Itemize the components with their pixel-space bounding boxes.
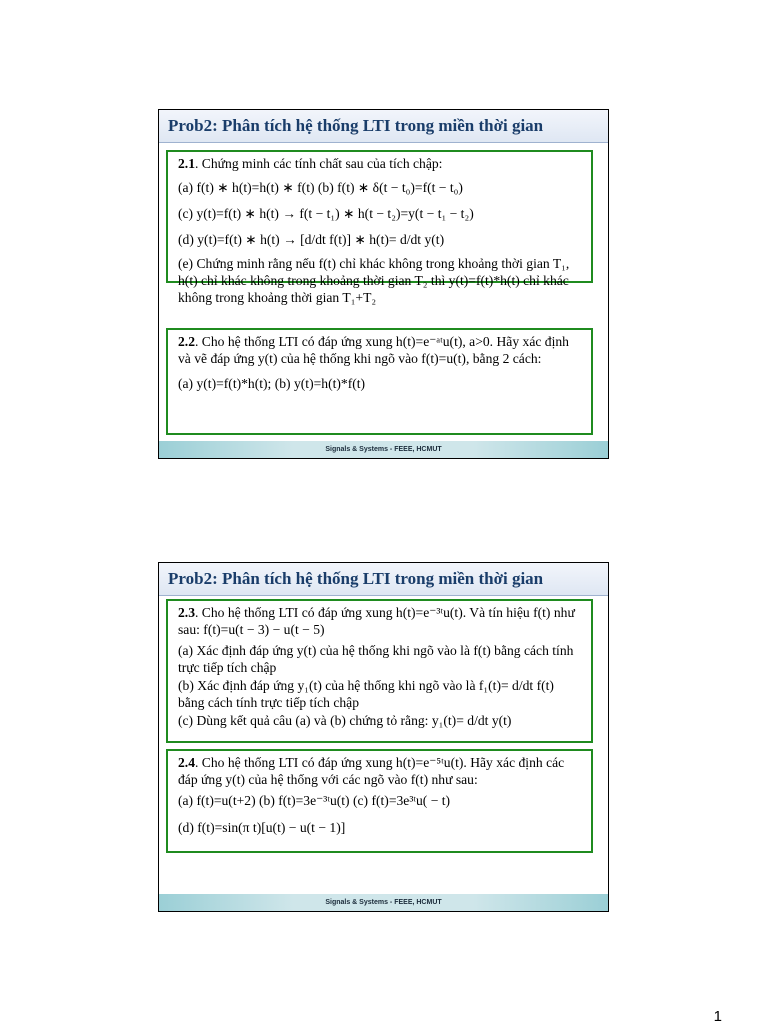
slide-1-footer: Signals & Systems - FEEE, HCMUT	[159, 441, 608, 458]
slide-1	[158, 109, 609, 459]
problem-2-3-number: 2.3	[178, 605, 195, 620]
problem-2-2-box	[166, 328, 593, 435]
problem-2-3-b: (b) Xác định đáp ứng y₁(t) của hệ thống khi ngõ vào là f₁(t)= d/dt f(t) bằng cách tính trực tiếp tích chập	[178, 678, 554, 710]
problem-2-2-number: 2.2	[178, 334, 195, 349]
problem-2-1-c: (c) y(t)=f(t) ∗ h(t) → f(t − t₁) ∗ h(t − t₂)=y(t − t₁ − t₂)	[178, 206, 474, 221]
problem-2-3-a: (a) Xác định đáp ứng y(t) của hệ thống khi ngõ vào là f(t) bằng cách tính trực tiếp tích chập	[178, 643, 574, 675]
slide-2-title-bar	[159, 563, 608, 596]
slide-1-title: Prob2: Phân tích hệ thống LTI trong miền thời gian	[168, 116, 544, 135]
problem-2-4-number: 2.4	[178, 755, 195, 770]
slide-1-title-bar	[159, 110, 608, 143]
problem-2-4-a: (a) f(t)=u(t+2) (b) f(t)=3e⁻³ᵗu(t) (c) f(t)=3e³ᵗu( − t)	[178, 793, 451, 808]
problem-2-3-box	[166, 599, 593, 743]
problem-2-4-box	[166, 749, 593, 853]
problem-2-3-c: (c) Dùng kết quả câu (a) và (b) chứng tỏ rằng: y₁(t)= d/dt y(t)	[178, 713, 512, 728]
problem-2-1-number: 2.1	[178, 156, 195, 171]
problem-2-4-d: (d) f(t)=sin(π t)[u(t) − u(t − 1)]	[178, 820, 346, 835]
problem-2-1-intro: . Chứng minh các tính chất sau của tích chập:	[195, 156, 443, 171]
slide-2-title: Prob2: Phân tích hệ thống LTI trong miền thời gian	[168, 569, 544, 588]
page-number: 1	[713, 1008, 722, 1025]
problem-2-3-intro: . Cho hệ thống LTI có đáp ứng xung h(t)=e⁻³ᵗu(t). Và tín hiệu f(t) như sau: f(t)=u(t − 3) − u(t − 5)	[178, 605, 575, 637]
problem-2-1-box	[166, 150, 593, 305]
problem-2-1-a: (a) f(t) ∗ h(t)=h(t) ∗ f(t) (b) f(t) ∗ δ(t − t₀)=f(t − t₀)	[178, 180, 463, 195]
problem-2-1-e: (e) Chứng minh rằng nếu f(t) chỉ khác không trong khoảng thời gian T₁, h(t) chỉ khác không trong khoảng thời gian T₂ thì y(t)=f(t)*h(t) chỉ khác không trong khoảng thời gian T₁+T₂	[178, 256, 570, 305]
problem-2-1-d: (d) y(t)=f(t) ∗ h(t) → [d/dt f(t)] ∗ h(t)= d/dt y(t)	[178, 232, 445, 247]
problem-2-2-intro: . Cho hệ thống LTI có đáp ứng xung h(t)=e⁻ᵃᵗu(t), a>0. Hãy xác định và vẽ đáp ứng y(t) của hệ thống khi ngõ vào f(t)=u(t), bằng 2 cách:	[178, 334, 569, 366]
slide-2-footer: Signals & Systems - FEEE, HCMUT	[159, 894, 608, 911]
problem-2-4-intro: . Cho hệ thống LTI có đáp ứng xung h(t)=e⁻⁵ᵗu(t). Hãy xác định các đáp ứng y(t) của hệ thống với các ngõ vào f(t) như sau:	[178, 755, 565, 787]
problem-2-2-a: (a) y(t)=f(t)*h(t); (b) y(t)=h(t)*f(t)	[178, 376, 366, 391]
slide-2	[158, 562, 609, 912]
